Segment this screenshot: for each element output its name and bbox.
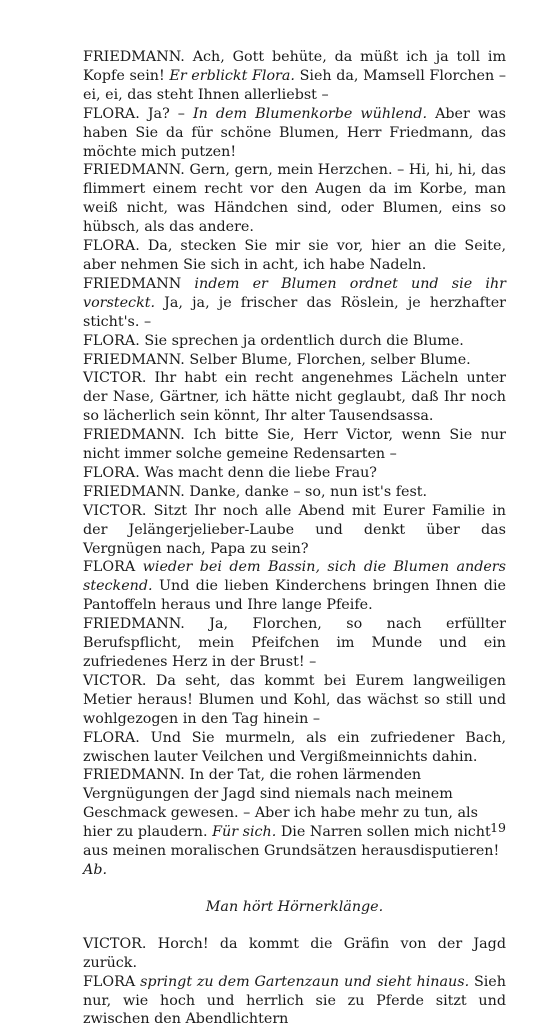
stage-direction: Für sich.: [212, 824, 277, 841]
dialogue-paragraph-14: FRIEDMANN. Ja, Florchen, so nach erfüllter Berufspflicht, mein Pfeifchen im Munde und ein zufriedenes Herz in der Brust! –: [83, 616, 506, 670]
speech-text: FRIEDMANN. Ach, Gott behüte, da müßt ich ja toll im Kopfe sein!: [83, 49, 506, 84]
speech-text: Die Narren sollen mich nicht aus meinen moralischen Grundsätzen herausdisputieren!: [83, 824, 500, 860]
stage-direction: Ab.: [83, 861, 108, 878]
speech-text: Und die lieben Kinderchens bringen Ihnen die Pantoffeln heraus und Ihre lange Pfeife.: [83, 578, 506, 614]
stage-direction: springt zu dem Gartenzaun und sieht hinaus.: [140, 973, 470, 990]
dialogue-paragraph-15: VICTOR. Da seht, das kommt bei Eurem langweiligen Metier heraus! Blumen und Kohl, das wächst so still und wohlgezogen in den Tag hinein –: [83, 672, 506, 727]
dialogue-paragraph-10: FLORA. Was macht denn die liebe Frau?: [83, 464, 377, 481]
speech-text: FRIEDMANN: [83, 275, 195, 292]
dialogue-paragraph-4: FLORA. Da, stecken Sie mir sie vor, hier an die Seite, aber nehmen Sie sich in acht, ich habe Nadeln.: [83, 238, 506, 273]
dialogue-paragraph-8: VICTOR. Ihr habt ein recht angenehmes Lächeln unter der Nase, Gärtner, ich hätte nicht geglaubt, daß Ihr noch so lächerlich sein könnt, Ihr alter Tausendsassa.: [83, 370, 506, 425]
speech-text: FLORA: [83, 973, 141, 990]
dialogue-paragraph-3: FRIEDMANN. Gern, gern, mein Herzchen. – Hi, hi, hi, das flimmert einem recht vor den Augen da im Korbe, man weiß nicht, was Händchen sind, oder Blumen, eins so hübsch, als das andere.: [83, 162, 506, 236]
speech-text: FLORA: [83, 559, 143, 576]
speech-text: Ja, ja, je frischer das Röslein, je herzhafter sticht's. –: [83, 294, 506, 330]
dialogue-paragraph-12: VICTOR. Sitzt Ihr noch alle Abend mit Eurer Familie in der Jelängerjelieber-Laube und denkt über das Vergnügen nach, Papa zu sein?: [83, 502, 506, 557]
dialogue-paragraph-7: FRIEDMANN. Selber Blume, Florchen, selber Blume.: [83, 351, 471, 368]
speech-text: FLORA. Ja? –: [83, 105, 193, 122]
centered-stage-direction: Man hört Hörnerklänge.: [205, 898, 384, 915]
page-number: 19: [490, 820, 506, 835]
stage-direction: In dem Blumenkorbe wühlend.: [193, 105, 428, 122]
stage-direction: wieder bei dem Bassin, sich die Blumen anders steckend.: [83, 559, 506, 595]
dialogue-paragraph-2: [83, 105, 506, 162]
speech-text: Aber was haben Sie da für schöne Blumen, Herr Friedmann, das möchte mich putzen!: [83, 105, 506, 160]
dialogue-paragraph-11: FRIEDMANN. Danke, danke – so, nun ist's fest.: [83, 483, 428, 500]
speech-text: Sieh nur, wie hoch und herrlich sie zu Pferde sitzt und zwischen den Abendlichtern: [83, 973, 506, 1028]
speech-text: FRIEDMANN. In der Tat, die rohen lärmenden Vergnügungen der Jagd sind niemals nach meinem Geschmack gewesen. – Aber ich habe mehr zu tun, als hier zu plaudern.: [83, 767, 478, 841]
dialogue-paragraph-19: [83, 973, 506, 1029]
stage-direction: Er erblickt Flora.: [169, 67, 295, 84]
dialogue-paragraph-1: [83, 48, 506, 105]
stage-direction: indem er Blumen ordnet und sie ihr vorsteckt.: [83, 275, 506, 311]
dialogue-paragraph-6: FLORA. Sie sprechen ja ordentlich durch die Blume.: [83, 332, 464, 349]
dialogue-paragraph-13: [83, 558, 506, 615]
dialogue-paragraph-5: [83, 275, 506, 332]
dialogue-paragraph-18: VICTOR. Horch! da kommt die Gräfin von der Jagd zurück.: [83, 935, 506, 971]
dialogue-paragraph-16: FLORA. Und Sie murmeln, als ein zufriedener Bach, zwischen lauter Veilchen und Vergißmeinnichts dahin.: [83, 729, 506, 765]
dialogue-paragraph-9: FRIEDMANN. Ich bitte Sie, Herr Victor, wenn Sie nur nicht immer solche gemeine Redensarten –: [83, 427, 506, 463]
dialogue-paragraph-17: [83, 766, 506, 879]
speech-text: Sieh da, Mamsell Florchen – ei, ei, das steht Ihnen allerliebst –: [83, 67, 506, 103]
page-body: [83, 48, 506, 1029]
